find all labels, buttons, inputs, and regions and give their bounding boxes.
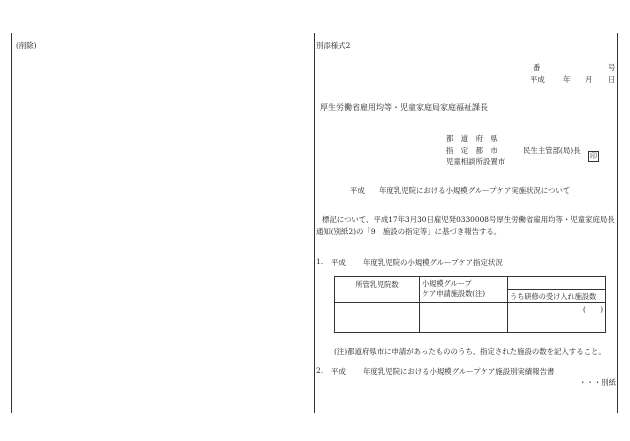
sender-line2-suffix: 民生主管部(局)長 xyxy=(523,146,581,155)
col2-header-line1: 小規模グループ xyxy=(421,279,472,288)
seal-box xyxy=(588,143,599,162)
date-year: 年 xyxy=(563,75,571,84)
sender-line2: 指 定 都 市 xyxy=(446,146,498,155)
number-label: 番 xyxy=(533,63,541,72)
subject-text: 年度乳児院における小規模グループケア実施状況について xyxy=(379,186,571,195)
section1-era: 平成 xyxy=(331,258,346,267)
date-month: 月 xyxy=(585,75,593,84)
column-divider xyxy=(314,33,315,413)
section2-era: 平成 xyxy=(331,367,346,376)
sender-line1: 都 道 府 県 xyxy=(446,134,498,143)
note: (注)都道府県市に申請があったもののうち、指定された施設の数を記入すること。 xyxy=(334,347,606,356)
col3-subheader: うち研修の受け入れ施設数 xyxy=(510,292,597,301)
subject-era: 平成 xyxy=(350,186,365,195)
col2-header-cell xyxy=(419,277,507,303)
sender-line3: 児童相談所設置市 xyxy=(446,157,506,166)
date-day: 日 xyxy=(608,75,616,84)
number-suffix: 号 xyxy=(608,63,616,72)
section1-number: 1. xyxy=(316,257,324,266)
attachment-ref: ・・・別紙 xyxy=(579,378,616,387)
left-border xyxy=(11,33,12,413)
form-label: 別添様式2 xyxy=(316,41,351,50)
col1-value-cell xyxy=(335,303,420,333)
col2-header-line2: ケア申請施設数(注) xyxy=(421,289,486,298)
designation-table xyxy=(334,276,606,333)
col3-header-cell xyxy=(508,277,606,303)
col3-value: ( ) xyxy=(583,305,603,314)
date-era: 平成 xyxy=(530,75,545,84)
right-border xyxy=(617,33,618,413)
section2-title: 年度乳児院における小規模グループケア施設別実績報告書 xyxy=(363,367,555,376)
col3-value-cell xyxy=(508,303,606,333)
col1-header-cell xyxy=(335,277,420,303)
body-line1: 標記について、平成17年3月30日雇児発0330008号厚生労働省雇用均等・児童家庭局長 xyxy=(322,215,615,224)
seal-label: 印 xyxy=(590,152,597,160)
body-line2: 通知(別紙2)の「9 施設の指定等」に基づき報告する。 xyxy=(316,227,502,236)
addressee: 厚生労働省雇用均等・児童家庭局家庭福祉課長 xyxy=(320,103,488,112)
section2-number: 2. xyxy=(316,366,324,375)
col1-header: 所管乳児院数 xyxy=(355,280,399,289)
section1-title: 年度乳児院の小規模グループケア指定状況 xyxy=(363,258,503,267)
col2-value-cell xyxy=(419,303,507,333)
deleted-label: (削除) xyxy=(16,41,37,50)
